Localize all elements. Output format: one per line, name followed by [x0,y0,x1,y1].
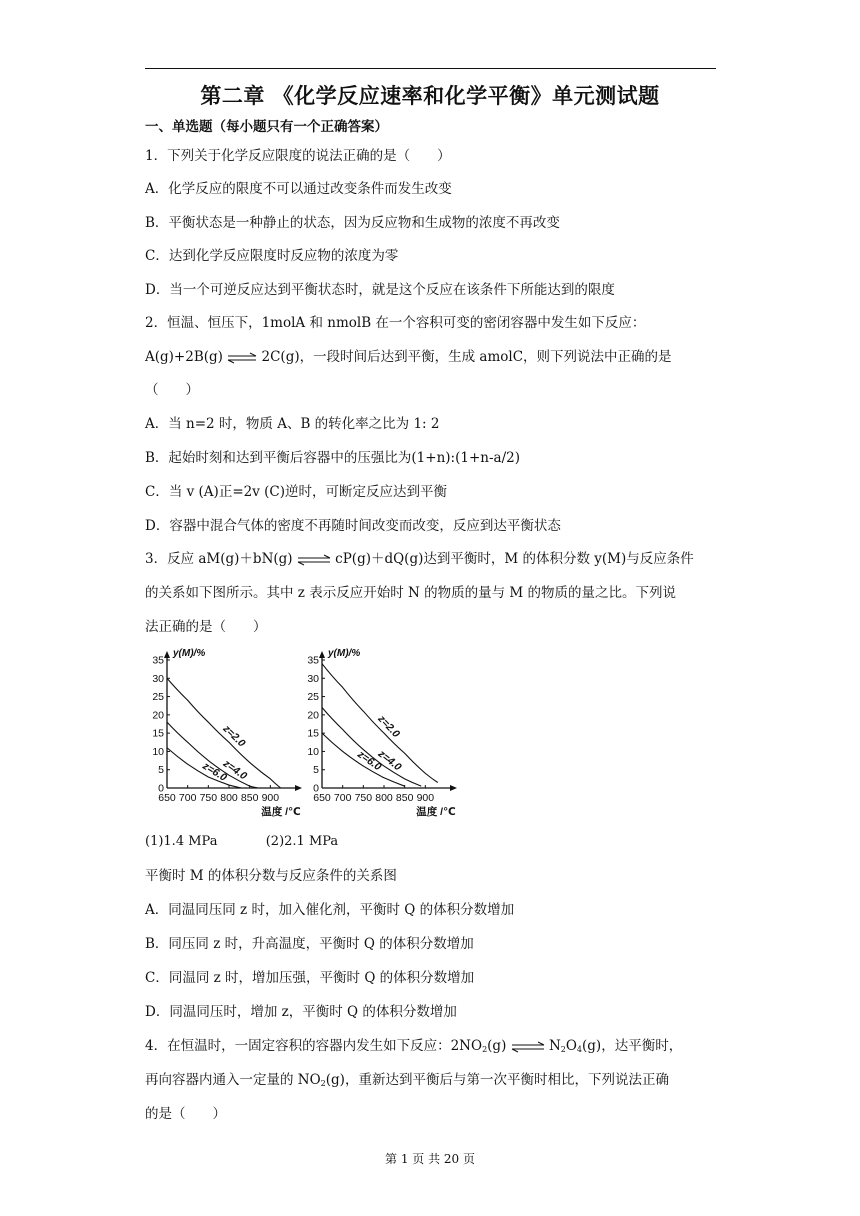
y-axis-arrow-icon [319,651,325,658]
q2-stem-line1: 2．恒温、恒压下，1molA 和 nmolB 在一个容积可变的密闭容器中发生如下反应： [145,315,646,331]
subscript: 4 [576,1045,583,1054]
series-label: z=6.0 [355,748,384,774]
q3-option-a: A．同温同压同 z 时，加入催化剂，平衡时 Q 的体积分数增加 [145,902,515,918]
x-tick-label: 850 [240,792,259,804]
y-tick-label: 20 [152,709,164,722]
y-tick-label: 25 [152,691,164,704]
x-axis-label: 温度 /℃ [261,806,301,818]
x-tick-label: 900 [416,792,435,804]
chart-2-1-mpa [298,648,456,820]
subscript: 2 [560,1045,566,1054]
x-tick-label: 850 [395,792,414,804]
equilibrium-arrow-icon [511,1041,545,1053]
x-tick-label: 800 [375,792,393,804]
y-tick-label: 15 [307,727,319,740]
q3-option-b: B．同压同 z 时，升高温度，平衡时 Q 的体积分数增加 [145,936,474,952]
q3-stem-line3: 法正确的是（ ） [145,619,267,635]
q3-products: cP(g)＋dQ(g)达到平衡时，M 的体积分数 y(M)与反应条件 [335,551,694,567]
y-tick-label: 30 [307,672,319,685]
caption-1-4-mpa: (1)1.4 MPa [145,834,218,849]
caption-2-1-mpa: (2)2.1 MPa [265,834,339,849]
q3-stem-line2: 的关系如下图所示。其中 z 表示反应开始时 N 的物质的量与 M 的物质的量之比。下列说 [145,585,676,601]
y-tick-label: 0 [158,782,164,795]
q2-option-b: B．起始时刻和达到平衡后容器中的压强比为(1+n):(1+n-a/2) [145,450,520,466]
subscript: 2 [320,1079,326,1088]
q4-stem-line3: 的是（ ） [145,1106,226,1122]
y-tick-label: 5 [313,764,319,777]
x-tick-label: 650 [313,792,331,804]
page-footer: 第 1 页 共 20 页 [385,1152,475,1166]
equilibrium-arrow-icon [227,352,257,364]
q2-option-a: A．当 n=2 时，物质 A、B 的转化率之比为 1: 2 [145,416,440,432]
q4-text-part: 4．在恒温时，一固定容积的容器内发生如下反应：2NO [145,1038,483,1054]
section-heading: 一、单选题（每小题只有一个正确答案） [145,119,388,135]
q1-option-d: D．当一个可逆反应达到平衡状态时，就是这个反应在该条件下所能达到的限度 [145,282,615,298]
y-tick-label: 30 [152,672,164,685]
x-tick-label: 700 [178,792,197,804]
q4-text-part: N [548,1038,561,1054]
series-label: z=2.0 [375,712,403,741]
chart-1-4-mpa [143,648,301,820]
series-label: z=4.0 [375,747,404,774]
y-tick-label: 10 [307,745,319,758]
q4-stem-line2 [145,1070,720,1094]
x-tick-label: 900 [261,792,280,804]
q4-text-part: (g)，达平衡时， [582,1038,683,1054]
y-axis-label: y(M)/% [173,648,206,659]
y-axis-arrow-icon [164,651,170,658]
q3-option-d: D．同温同压时，增加 z，平衡时 Q 的体积分数增加 [145,1004,457,1020]
y-tick-label: 15 [152,727,164,740]
q2-stem-line3: （ ） [145,382,199,398]
series-label: z=2.0 [220,722,248,750]
y-tick-label: 10 [152,745,164,758]
q3-option-c: C．同温同 z 时，增加压强，平衡时 Q 的体积分数增加 [145,970,475,986]
chart-captions [145,832,720,852]
q4-stem-line1 [145,1036,720,1060]
x-tick-label: 650 [158,792,176,804]
q2-stem-line2 [145,347,720,367]
q4-text-part: 再向容器内通入一定量的 NO [145,1072,321,1088]
q4-text-part: (g) [487,1038,507,1054]
series-label: z=6.0 [200,759,229,784]
q1-option-c: C．达到化学反应限度时反应物的浓度为零 [145,248,399,264]
q4-text-part: O [565,1038,577,1054]
header-rule [145,68,716,69]
q2-products: 2C(g)，一段时间后达到平衡，生成 amolC，则下列说法中正确的是 [261,349,672,365]
x-tick-label: 750 [354,792,373,804]
x-tick-label: 750 [199,792,218,804]
q3-stem-line1 [145,549,720,569]
x-tick-label: 800 [220,792,238,804]
q3-reactants: 3．反应 aM(g)＋bN(g) [145,551,293,567]
y-tick-label: 20 [307,709,319,722]
series-label: z=4.0 [220,757,250,783]
q2-option-c: C．当 v (A)正=2v (C)逆时，可断定反应达到平衡 [145,484,448,500]
q1-stem: 1．下列关于化学反应限度的说法正确的是（ ） [145,148,451,164]
x-axis-arrow-icon [450,785,457,791]
figure-title: 平衡时 M 的体积分数与反应条件的关系图 [145,868,397,884]
y-tick-label: 25 [307,691,319,704]
y-axis-label: y(M)/% [328,648,361,659]
y-tick-label: 35 [307,654,319,667]
q1-option-a: A．化学反应的限度不可以通过改变条件而发生改变 [145,181,452,197]
q2-option-d: D．容器中混合气体的密度不再随时间改变而改变，反应到达平衡状态 [145,518,561,534]
equilibrium-arrow-icon [297,554,331,566]
q4-text-part: (g)，重新达到平衡后与第一次平衡时相比，下列说法正确 [325,1072,669,1088]
y-tick-label: 0 [313,782,319,795]
y-tick-label: 35 [152,654,164,667]
y-tick-label: 5 [158,764,164,777]
x-tick-label: 700 [333,792,352,804]
q1-option-b: B．平衡状态是一种静止的状态，因为反应物和生成物的浓度不再改变 [145,215,560,231]
x-axis-label: 温度 /℃ [416,806,456,818]
subscript: 2 [482,1045,488,1054]
page-title: 第二章 《化学反应速率和化学平衡》单元测试题 [200,84,660,108]
q2-reactants: A(g)+2B(g) [145,349,223,365]
